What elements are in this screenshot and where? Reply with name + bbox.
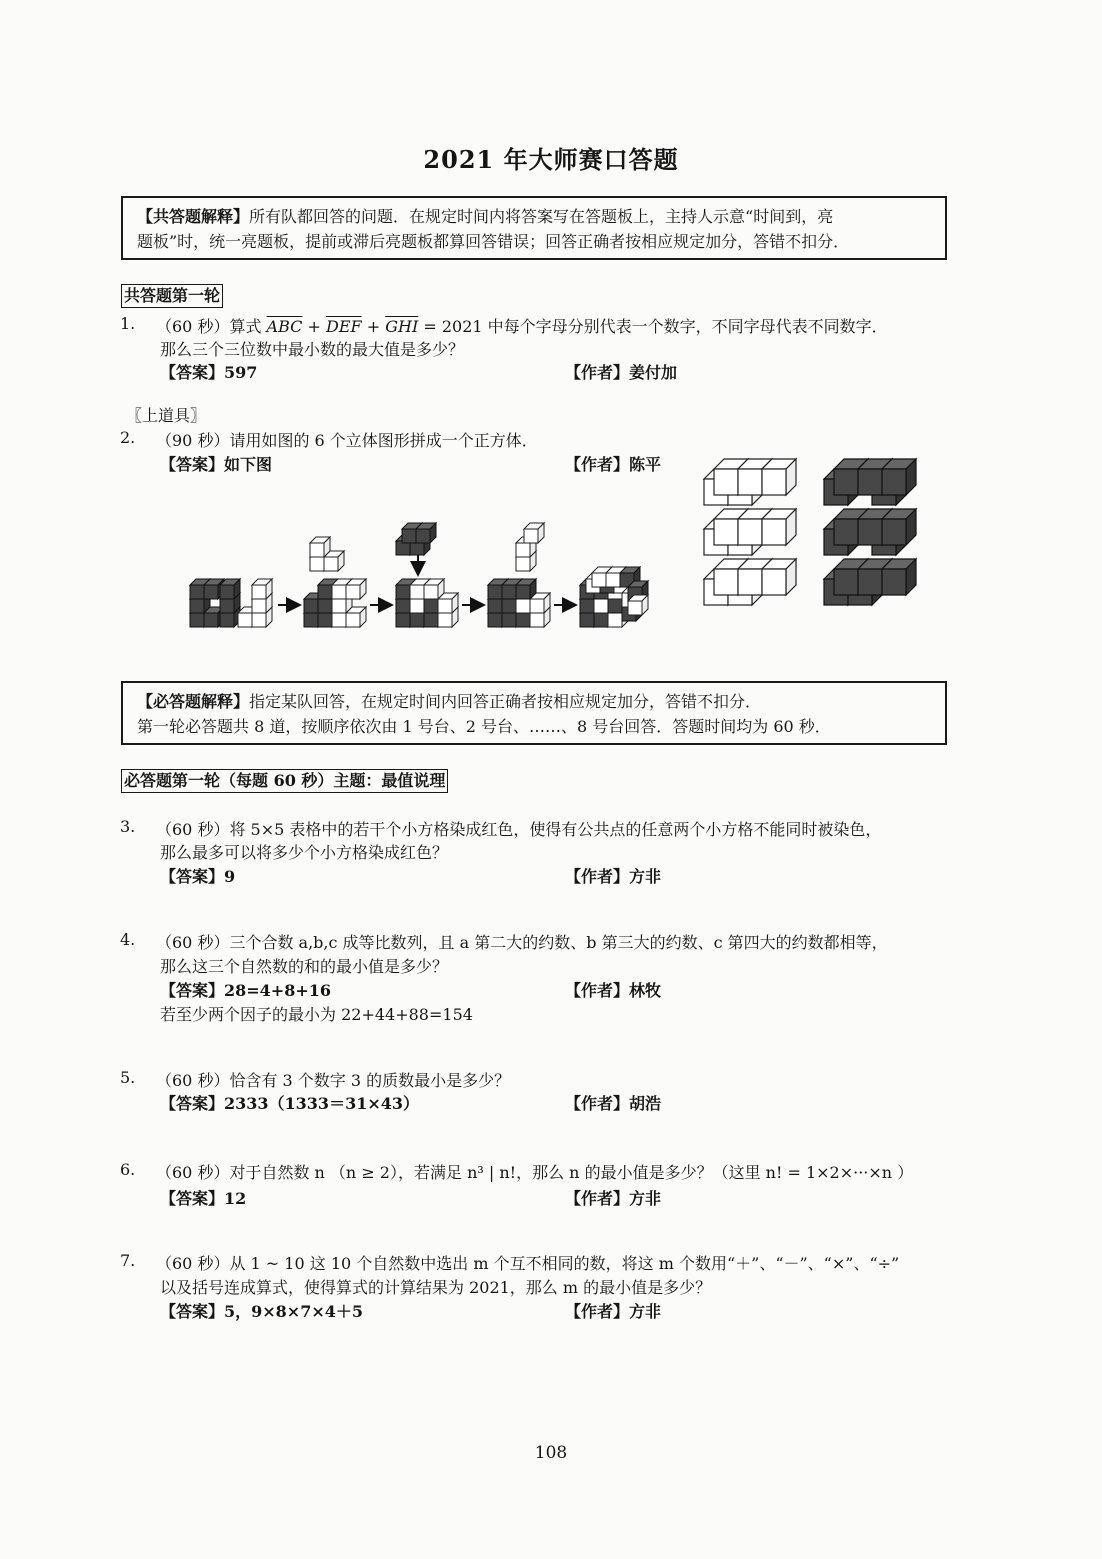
question-6-number: 6. [120,1160,136,1179]
question-5-author: 【作者】胡浩 [565,1094,662,1113]
section-heading-required-round-1: 必答题第一轮（每题 60 秒）主题：最值说理 [121,769,448,793]
props-label: 〖上道具〗 [126,406,207,425]
dark-piece-3 [824,559,916,605]
question-4-answer: 【答案】28=4+8+16 [160,981,332,1000]
question-3-author: 【作者】方非 [565,867,662,886]
stage-2-pieces [304,537,366,627]
question-4-author: 【作者】林牧 [565,981,662,1000]
question-3-line-2: 那么最多可以将多少个小方格染成红色？ [160,843,449,862]
required-box-line-1: 【必答题解释】指定某队回答，在规定时间内回答正确者按相应规定加分，答错不扣分． [137,692,762,711]
question-1-answer: 【答案】597 [160,363,258,382]
question-6-answer: 【答案】12 [160,1189,247,1208]
stage-5-completed-cube [580,567,648,627]
common-box-line-2: 题板”时，统一亮题板，提前或滞后亮题板都算回答错误；回答正确者按相应规定加分，答错不扣分． [137,232,850,251]
common-box-label: 【共答题解释】 [137,207,250,226]
stage-3-pieces [396,523,458,627]
six-pieces-figure [700,455,930,615]
dark-piece-1 [824,459,916,505]
question-7-author: 【作者】方非 [565,1302,662,1321]
cube-assembly-figure [180,515,690,635]
question-5-number: 5. [120,1068,136,1087]
required-box-line-2: 第一轮必答题共 8 道，按顺序依次由 1 号台、2 号台、……、8 号台回答．答题时间均为 60 秒． [137,717,831,736]
stage-4-pieces [488,523,550,627]
question-7-line-2: 以及括号连成算式，使得算式的计算结果为 2021，那么 m 的最小值是多少？ [160,1278,712,1297]
common-answer-explanation-box [121,196,947,260]
question-3-text: （60 秒）将 5×5 表格中的若干个小方格染成红色，使得有公共点的任意两个小方格不能同时被染色， [156,820,882,839]
required-box-label: 【必答题解释】 [137,692,250,711]
question-3-answer: 【答案】9 [160,867,236,886]
common-box-line-1: 【共答题解释】所有队都回答的问题．在规定时间内将答案写在答题板上，主持人示意“时间到，亮 [137,207,834,226]
question-2-author: 【作者】陈平 [565,455,662,474]
page-number: 108 [534,1443,568,1463]
question-4-text: （60 秒）三个合数 a,b,c 成等比数列，且 a 第二大的约数、b 第三大的约数、c 第四大的约数都相等， [156,933,888,952]
question-2-answer: 【答案】如下图 [160,455,273,474]
question-4-number: 4. [120,930,136,949]
question-5-text: （60 秒）恰含有 3 个数字 3 的质数最小是多少？ [156,1071,511,1090]
required-answer-explanation-box [121,681,947,745]
question-1-text: （60 秒）算式 $\overline{ABC} + \overline{DEF} + \overline{GHI} = 2021$ 中每个字母分别代表一个数字，不同字母代表不同数字． [156,317,888,336]
question-1-author: 【作者】姜付加 [565,363,678,382]
question-4-line-2: 那么这三个自然数的和的最小值是多少？ [160,957,449,976]
question-5-answer: 【答案】2333（1333＝31×43） [160,1094,420,1113]
white-piece-2 [704,509,796,555]
white-piece-1 [704,459,796,505]
question-3-number: 3. [120,817,136,836]
question-2-text: （90 秒）请用如图的 6 个立体图形拼成一个正方体． [156,431,538,450]
section-heading-common-round-1: 共答题第一轮 [121,284,223,308]
white-piece-3 [704,559,796,605]
stage-1-pieces [190,579,272,627]
question-6-text: （60 秒）对于自然数 n （n ≥ 2），若满足 n³ | n!，那么 n 的最小值是多少？（这里 n! = 1×2×···×n ） [156,1163,914,1182]
question-7-text: （60 秒）从 1 ~ 10 这 10 个自然数中选出 m 个互不相同的数，将这 m 个数用“＋”、“－”、“×”、“÷” [156,1254,900,1273]
question-1-line-2: 那么三个三位数中最小数的最大值是多少？ [160,340,465,359]
question-7-answer: 【答案】5，9×8×7×4＋5 [160,1302,364,1321]
question-4-note: 若至少两个因子的最小为 22+44+88=154 [160,1005,473,1024]
page-title: 2021 年大师赛口答题 [423,145,679,174]
question-1-number: 1. [120,314,136,333]
question-2-number: 2. [120,428,136,447]
dark-piece-2 [824,509,916,555]
question-7-number: 7. [120,1251,136,1270]
question-6-author: 【作者】方非 [565,1189,662,1208]
